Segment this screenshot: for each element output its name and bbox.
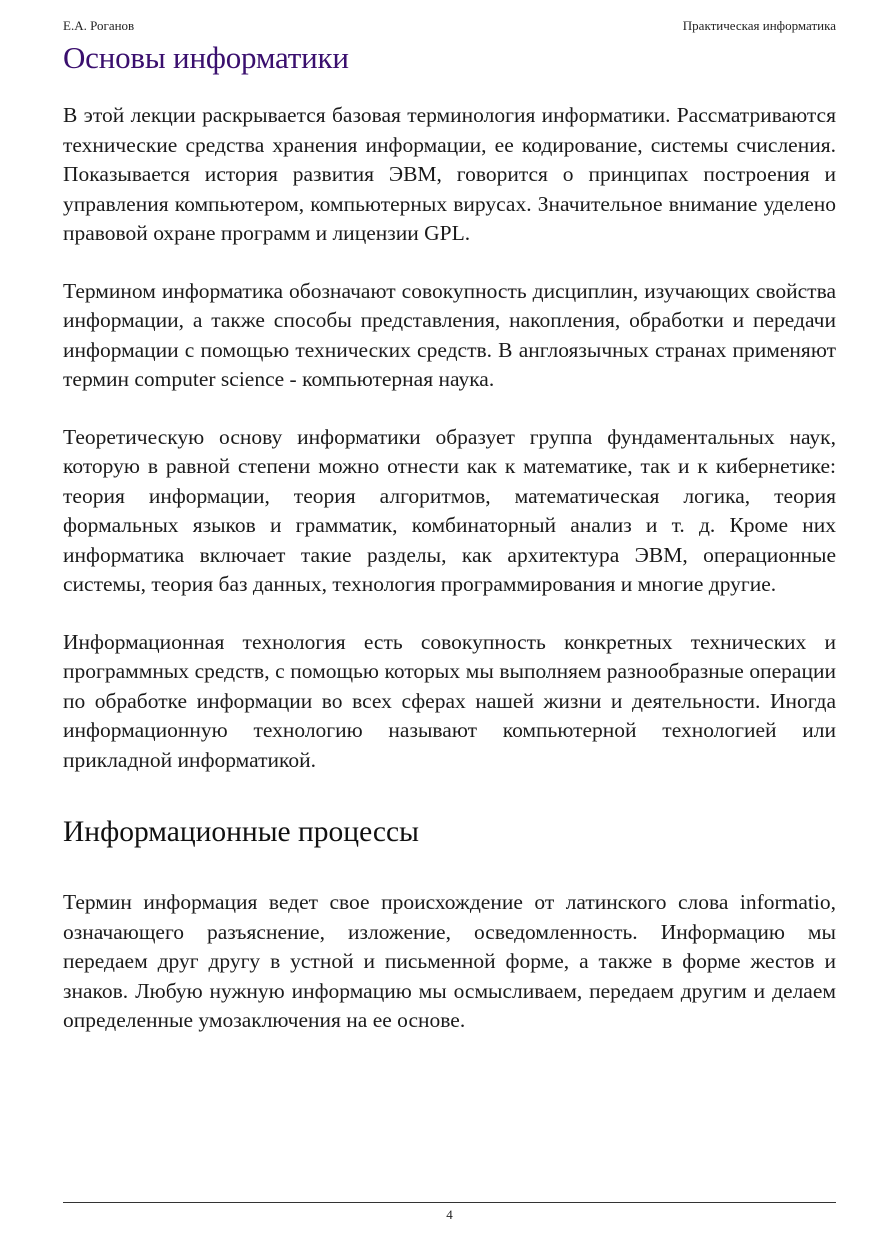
header-book-title: Практическая информатика: [682, 18, 836, 33]
section-heading: Информационные процессы: [63, 816, 419, 848]
page-content: [63, 38, 836, 1036]
header-author: Е.А. Роганов: [63, 18, 135, 33]
paragraph-intro: В этой лекции раскрывается базовая терминология информатики. Рассматриваются технические средства хранения информации, ее кодирование, системы счисления. Показывается история развития ЭВМ, говорится о принципах построения и управления компьютером, компьютерных вирусах. Значительное внимание уделено правовой охране программ и лицензии GPL.: [63, 103, 836, 245]
paragraph-information-term: Термин информация ведет свое происхождение от латинского слова informatio, означающего разъяснение, изложение, осведомленность. Информацию мы передаем друг другу в устной и письменной форме, а также в форме жестов и знаков. Любую нужную информацию мы осмысливаем, передаем другим и делаем определенные умозаключения на ее основе.: [63, 890, 836, 1032]
paragraph-technology: Информационная технология есть совокупность конкретных технических и программных средств, с помощью которых мы выполняем разнообразные операции по обработке информации во всех сферах нашей жизни и деятельности. Иногда информационную технологию называют компьютерной технологией или прикладной информатикой.: [63, 629, 836, 772]
page-title: Основы информатики: [63, 40, 349, 75]
footer-divider: [63, 1202, 836, 1203]
paragraph-definition: Термином информатика обозначают совокупность дисциплин, изучающих свойства информации, а также способы представления, накопления, обработки и передачи информации с помощью технических средств. В англоязычных странах применяют термин computer science - компьютерная наука.: [63, 278, 836, 391]
running-header: [63, 16, 836, 36]
paragraph-theory: Теоретическую основу информатики образует группа фундаментальных наук, которую в равной степени можно отнести как к математике, так и к кибернетике: теория информации, теория алгоритмов, математическая логика, теория формальных языков и грамматик, комбинаторный анализ и т. д. Кроме них информатика включает такие разделы, как архитектура ЭВМ, операционные системы, теория баз данных, технология программирования и многие другие.: [63, 424, 836, 596]
page-number: 4: [446, 1207, 453, 1222]
